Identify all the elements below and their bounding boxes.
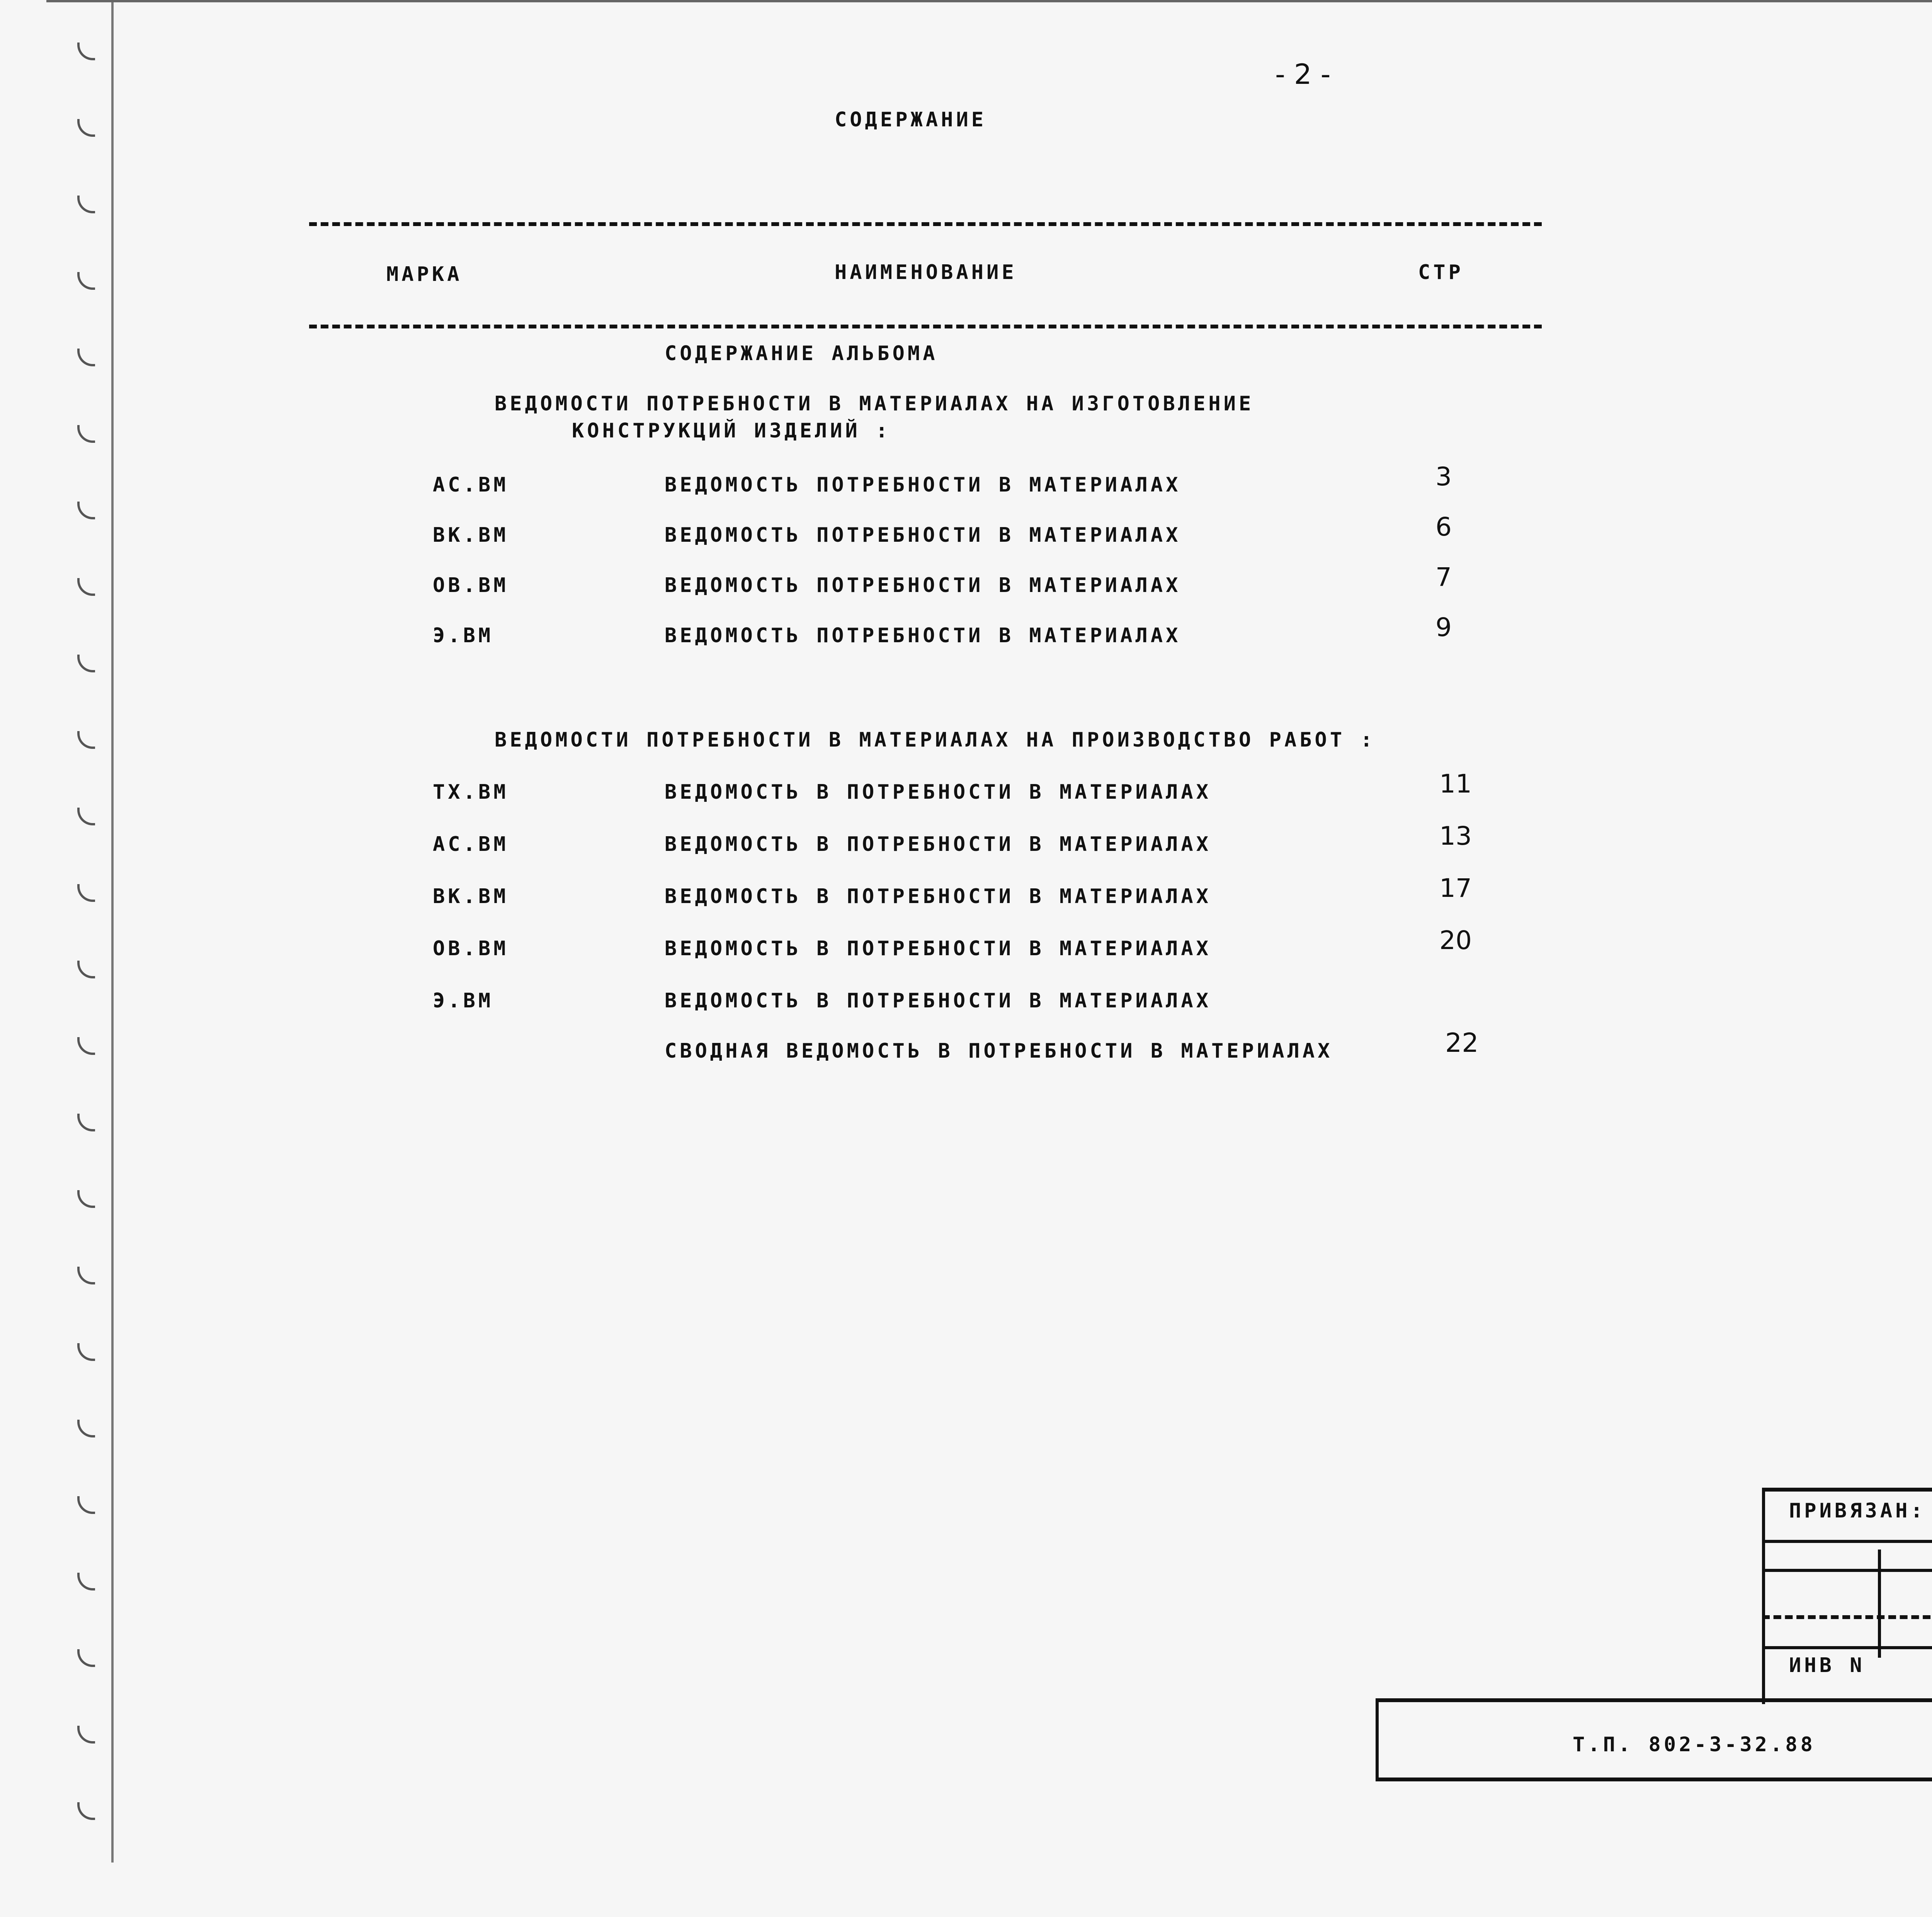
row-name: ВЕДОМОСТЬ В ПОТРЕБНОСТИ В МАТЕРИАЛАХ (665, 937, 1212, 960)
row-page: 11 (1439, 769, 1472, 799)
perforation-mark (77, 1343, 95, 1361)
row-page: 20 (1439, 925, 1472, 955)
page-number: - 2 - (1275, 58, 1331, 90)
perforation-mark (77, 425, 95, 443)
row-mark: ВК.ВМ (433, 885, 509, 908)
header-rule-top (309, 222, 1542, 230)
perforation-mark (77, 1190, 95, 1208)
row-mark: ОВ.ВМ (433, 937, 509, 960)
section2-heading: ВЕДОМОСТИ ПОТРЕБНОСТИ В МАТЕРИАЛАХ НА ПРОИЗВОДСТВО РАБОТ : (495, 728, 1376, 752)
header-page: СТР (1418, 261, 1464, 284)
perforation-mark (77, 272, 95, 290)
row-mark: АС.ВМ (433, 833, 509, 856)
row-page: 7 (1435, 562, 1452, 592)
row-mark: АС.ВМ (433, 473, 509, 497)
row-name: ВЕДОМОСТЬ ПОТРЕБНОСТИ В МАТЕРИАЛАХ (665, 624, 1181, 647)
album-contents-row: СОДЕРЖАНИЕ АЛЬБОМА (665, 342, 938, 365)
header-rule-bottom (309, 325, 1542, 332)
perforation-mark (77, 119, 95, 137)
row-page: 13 (1439, 821, 1472, 851)
perforation-mark (77, 884, 95, 902)
perforation-mark (77, 43, 95, 60)
perforation-mark (77, 1420, 95, 1437)
row-name: ВЕДОМОСТЬ ПОТРЕБНОСТИ В МАТЕРИАЛАХ (665, 574, 1181, 597)
perforation-mark (77, 196, 95, 213)
row-mark: ВК.ВМ (433, 524, 509, 547)
perforation-mark (77, 1114, 95, 1131)
top-edge (46, 0, 1932, 2)
perforation-mark (77, 349, 95, 366)
row-page: 9 (1435, 612, 1452, 642)
row-name: ВЕДОМОСТЬ ПОТРЕБНОСТИ В МАТЕРИАЛАХ (665, 524, 1181, 547)
section1-heading: ВЕДОМОСТИ ПОТРЕБНОСТИ В МАТЕРИАЛАХ НА ИЗГОТОВЛЕНИЕ (495, 392, 1254, 415)
perforation-mark (77, 1037, 95, 1055)
row-name: ВЕДОМОСТЬ В ПОТРЕБНОСТИ В МАТЕРИАЛАХ (665, 989, 1212, 1012)
perforation-mark (77, 1496, 95, 1514)
perforation-mark (77, 808, 95, 825)
row-page: 17 (1439, 873, 1472, 903)
section1-heading-cont: КОНСТРУКЦИЙ ИЗДЕЛИЙ : (572, 419, 891, 442)
inv-label: ИНВ N (1789, 1654, 1865, 1677)
perforation-mark (77, 1649, 95, 1667)
row-name: ВЕДОМОСТЬ В ПОТРЕБНОСТИ В МАТЕРИАЛАХ (665, 833, 1212, 856)
summary-row-name: СВОДНАЯ ВЕДОМОСТЬ В ПОТРЕБНОСТИ В МАТЕРИАЛАХ (665, 1039, 1333, 1063)
row-mark: Э.ВМ (433, 989, 494, 1012)
row-page: 3 (1435, 462, 1452, 492)
summary-row-page: 22 (1445, 1028, 1479, 1058)
bound-label: ПРИВЯЗАН: (1789, 1499, 1926, 1522)
perforation-mark (77, 1267, 95, 1284)
perforation-mark (77, 1802, 95, 1820)
perforation-mark (77, 578, 95, 596)
perforation-mark (77, 502, 95, 519)
perforation-mark (77, 1726, 95, 1744)
row-page: 6 (1435, 512, 1452, 542)
row-mark: Э.ВМ (433, 624, 494, 647)
row-mark: ТХ.ВМ (433, 781, 509, 804)
row-mark: ОВ.ВМ (433, 574, 509, 597)
row-name: ВЕДОМОСТЬ В ПОТРЕБНОСТИ В МАТЕРИАЛАХ (665, 885, 1212, 908)
perforation-mark (77, 655, 95, 672)
margin-line-left (111, 0, 114, 1863)
perforation-mark (77, 961, 95, 978)
header-name: НАИМЕНОВАНИЕ (835, 261, 1017, 284)
row-name: ВЕДОМОСТЬ В ПОТРЕБНОСТИ В МАТЕРИАЛАХ (665, 781, 1212, 804)
header-mark: МАРКА (386, 263, 463, 286)
drawing-designation: Т.П. 802-3-32.88 (1573, 1733, 1816, 1756)
row-name: ВЕДОМОСТЬ ПОТРЕБНОСТИ В МАТЕРИАЛАХ (665, 473, 1181, 497)
perforation-mark (77, 731, 95, 749)
page-title: СОДЕРЖАНИЕ (835, 108, 987, 131)
perforation-mark (77, 1573, 95, 1590)
